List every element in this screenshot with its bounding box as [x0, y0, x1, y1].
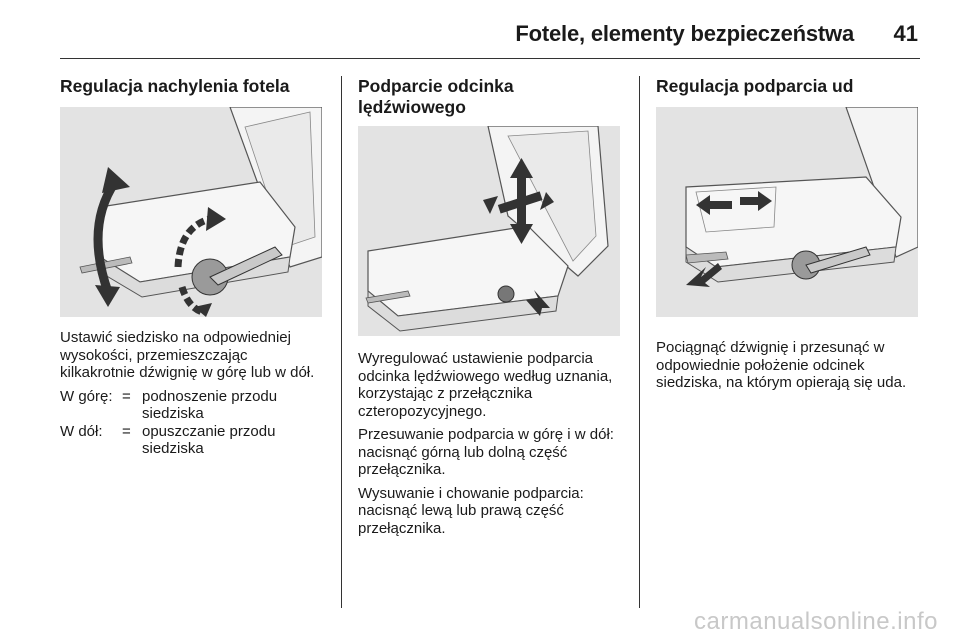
- instruction-text: Wysuwanie i chowanie podparcia: nacisnąć lewą lub prawą część przełącznika.: [358, 484, 584, 537]
- definition-list: [60, 388, 324, 458]
- section-thigh-support: [656, 76, 924, 392]
- instruction-text: Przesuwanie podparcia w górę i w dół: nacisnąć górną lub dolną część przełącznika.: [358, 426, 614, 478]
- definition-row: [60, 388, 324, 423]
- instruction-text: Pociągnąć dźwignię i przesunąć w odpowiednie położenie odcinek siedziska, na którym opierają się uda.: [656, 339, 907, 391]
- section-heading: Regulacja podparcia ud: [656, 76, 854, 96]
- instruction-text: Ustawić siedzisko na odpowiedniej wysokości, przemieszczając kilkakrotnie dźwignię w górę lub w dół.: [60, 329, 315, 381]
- section-seat-tilt: [60, 76, 324, 458]
- header-title: Fotele, elementy bezpieczeństwa: [515, 21, 854, 46]
- thigh-support-illustration: [656, 107, 918, 317]
- instruction-text: Wyregulować ustawienie podparcia odcinka lędźwiowego według uznania, korzystając z przełącznika czteropozycyjnego.: [358, 350, 613, 420]
- lumbar-support-illustration: [358, 126, 620, 336]
- column-divider: [341, 76, 342, 608]
- definition-term: W górę:: [60, 387, 113, 405]
- section-lumbar-support: [358, 76, 622, 537]
- page-number: 41: [893, 21, 918, 46]
- seat-tilt-illustration: [60, 107, 322, 317]
- definition-description: podnoszenie przodu siedziska: [142, 387, 278, 422]
- page-header: [60, 18, 920, 59]
- section-heading: Podparcie odcinka lędźwiowego: [358, 76, 514, 117]
- watermark: carmanualsonline.info: [694, 608, 938, 635]
- section-heading: Regulacja nachylenia fotela: [60, 76, 290, 96]
- definition-equals: =: [122, 422, 131, 440]
- definition-row: [60, 423, 324, 458]
- definition-equals: =: [122, 387, 131, 405]
- definition-term: W dół:: [60, 422, 103, 440]
- definition-description: opuszczanie przodu siedziska: [142, 422, 276, 457]
- column-divider: [639, 76, 640, 608]
